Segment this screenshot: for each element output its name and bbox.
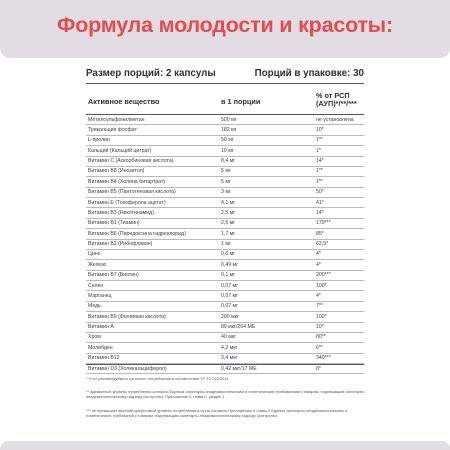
rsp-percent: 14* [316, 158, 324, 165]
table-row [86, 208, 364, 218]
table-row [86, 219, 364, 229]
per-serving-amount: 500 мг [221, 116, 237, 123]
per-serving-amount: 0,07 мг [221, 292, 238, 299]
substance-name: Витамин А [88, 324, 114, 331]
column-header-rsp-line1: % от РСП [316, 91, 350, 100]
column-header-per-serving: в 1 порции [221, 97, 261, 106]
substance-name: Витамин Е (Токоферола ацетат) [88, 199, 166, 206]
substance-name: Витамин В4 (Холина битартрат) [88, 178, 166, 185]
per-serving-amount: 50 мг [221, 137, 234, 144]
per-serving-amount: 0,42 мкг/17 МЕ [221, 365, 257, 372]
per-serving-amount: 5 мг [221, 168, 231, 175]
rsp-percent: 80** [316, 334, 326, 341]
per-serving-amount: 2,5 мг [221, 220, 236, 227]
table-row [86, 146, 364, 156]
rsp-percent: 1** [316, 137, 323, 144]
table-row [86, 302, 364, 312]
substance-name: Витамин В6 (Пиридоксина гидрохлорид) [88, 230, 186, 237]
substance-name: Витамин D3 (Холекальциферол) [88, 365, 167, 372]
rsp-percent: не установлена [316, 116, 354, 123]
page-title: Формула молодости и красоты: [57, 13, 393, 37]
rsp-percent: 4* [316, 251, 321, 258]
substance-name: Витамин В12 [88, 355, 120, 362]
table-row [86, 364, 364, 374]
per-serving-amount: 4,2 мкг [221, 344, 238, 351]
substance-name: L-пролин [88, 137, 110, 144]
footnote-3: *** не превышает верхний допустимый уровень потребления в сутки согласно Приложению 5 главы II Единых санитарно-эпидемиологических и гигиенических требований к товарам, подлежащим санитарно-эпидемиологическому надзору (контролю). [86, 408, 348, 419]
substance-name: Витамин В1 (Тиамин) [88, 220, 140, 227]
substance-name: Медь [88, 303, 101, 310]
table-row [86, 229, 364, 239]
table-row [86, 157, 364, 167]
per-serving-amount: 0,07 мг [221, 282, 238, 289]
table-row [86, 198, 364, 208]
per-serving-amount: 0,07 мг [221, 303, 238, 310]
table-row [86, 281, 364, 291]
rsp-percent: 41* [316, 199, 324, 206]
top-divider [86, 83, 364, 84]
table-row [86, 271, 364, 281]
table-row [86, 260, 364, 270]
substance-name: Витамин В8 (Инозитол) [88, 168, 145, 175]
rsp-percent: 1** [316, 178, 323, 185]
column-header-substance: Активное вещество [88, 97, 160, 106]
footer-banner [0, 441, 450, 450]
table-row [86, 115, 364, 125]
table-row [86, 312, 364, 322]
substance-name: Витамин В7 (Биотин) [88, 272, 139, 279]
rsp-percent: 1** [316, 168, 323, 175]
rsp-percent: 50* [316, 189, 324, 196]
rsp-percent: 85* [316, 230, 324, 237]
table-row [86, 250, 364, 260]
table-row [86, 323, 364, 333]
substance-name: Цинк [88, 251, 100, 258]
substance-name: Витамин С (Аскорбиновая кислота) [88, 158, 174, 165]
table-row [86, 125, 364, 135]
rsp-percent: 340*** [316, 355, 331, 362]
rsp-percent: 100* [316, 282, 327, 289]
rsp-percent: 14* [316, 209, 324, 216]
substance-name: Хром [88, 334, 101, 341]
rsp-percent: 200*** [316, 272, 331, 279]
table-row [86, 354, 364, 364]
per-serving-amount: 8,4 мг [221, 158, 236, 165]
substance-name: Марганец [88, 292, 112, 299]
rsp-percent: 179*** [316, 220, 331, 227]
footnote-1: * % от рекомендуемого суточного потребления в соответствии ТР ТС 022/2011 [86, 376, 229, 381]
header-banner [0, 0, 450, 58]
per-serving-amount: 0,6 мг [221, 251, 236, 258]
table-row [86, 136, 364, 146]
substance-name: Витамин В5 (Пантотеновая кислота) [88, 189, 176, 196]
substance-name: Железо [88, 261, 107, 268]
rsp-percent: 10* [316, 126, 324, 133]
column-header-rsp [316, 92, 357, 108]
table-row [86, 188, 364, 198]
rsp-percent: 4* [316, 261, 321, 268]
substance-name: Кальций (Кальций цитрат) [88, 147, 152, 154]
per-serving-amount: 1 мг [221, 241, 231, 248]
table-header [86, 92, 364, 114]
table-row [86, 333, 364, 343]
servings-per-pack: Порций в упаковке: 30 [254, 68, 364, 79]
per-serving-amount: 200 мкг [221, 313, 239, 320]
rsp-percent: 62,5* [316, 241, 329, 248]
rsp-percent: 4* [316, 292, 321, 299]
per-serving-amount: 40 мкг [221, 334, 236, 341]
rsp-percent: 10* [316, 324, 324, 331]
table-row [86, 291, 364, 301]
per-serving-amount: 80 мкг/264 МЕ [221, 324, 256, 331]
substance-name: Трикальция фосфат [88, 126, 137, 133]
substance-name: Витамин В2 (Рибофлавин) [88, 241, 153, 248]
substance-name: Витамин В3 (Никотинамид) [88, 209, 154, 216]
per-serving-amount: 3 мг [221, 189, 231, 196]
table-row [86, 343, 364, 353]
substance-name: Метилсульфонилметан [88, 116, 145, 123]
table-row [86, 167, 364, 177]
serving-info [86, 68, 364, 79]
rsp-percent: 1* [316, 147, 321, 154]
table-row [86, 177, 364, 187]
substance-name: Молибден [88, 344, 113, 351]
bottom-divider [86, 364, 364, 365]
footnote-2: ** адекватный уровень потребления согласно Единым санитарно-эпидемиологическим и гигиеническим требованиям к товарам, подлежащим санитарно-эпидемиологическому надзору (контролю), Приложение 5, глава II, раздел 1 [86, 389, 366, 400]
substance-name: Витамин В9 (Фолиевая кислота) [88, 313, 166, 320]
per-serving-amount: 10 мг [221, 147, 234, 154]
per-serving-amount: 4,1 мг [221, 199, 236, 206]
rsp-percent: 8* [316, 365, 321, 372]
rsp-percent: 6** [316, 344, 323, 351]
per-serving-amount: 2,5 мг [221, 209, 236, 216]
column-header-rsp-line2: (АУП)*/**/*** [316, 99, 357, 108]
per-serving-amount: 3,4 мкг [221, 355, 238, 362]
rsp-percent: 100* [316, 313, 327, 320]
nutrient-table-body [86, 115, 364, 374]
per-serving-amount: 5 мг [221, 178, 231, 185]
substance-name: Селен [88, 282, 104, 289]
rsp-percent: 7** [316, 303, 323, 310]
per-serving-amount: 0,1 мг [221, 272, 236, 279]
table-row [86, 240, 364, 250]
serving-size: Размер порций: 2 капсулы [86, 68, 216, 79]
per-serving-amount: 182 мг [221, 126, 237, 133]
per-serving-amount: 0,49 мг [221, 261, 238, 268]
per-serving-amount: 1,7 мг [221, 230, 236, 237]
